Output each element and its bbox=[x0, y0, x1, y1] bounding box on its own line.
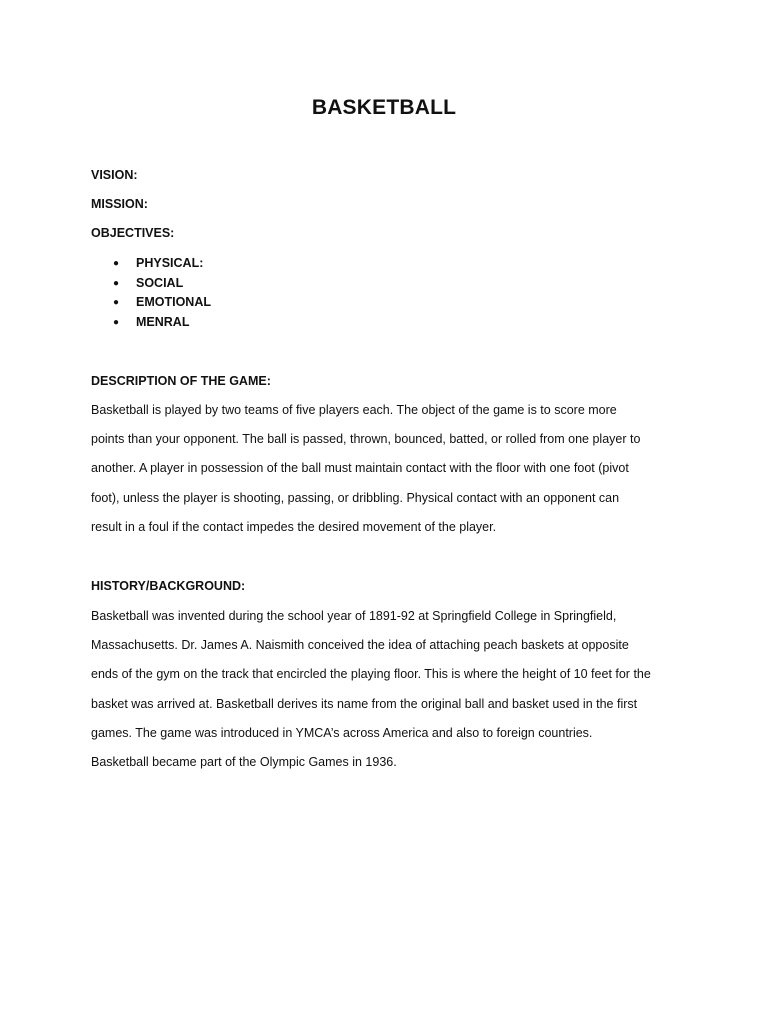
bullet-icon: ● bbox=[113, 297, 120, 309]
description-paragraph: Basketball is played by two teams of five players each. The object of the game is to score more points than your opponent. The ball is passed, thrown, bounced, batted, or rolled from one player to another. A player in possession of the ball must maintain contact with the floor with one foot (pivot foot), unless the player is shooting, passing, or dribbling. Physical contact with an opponent can result in a foul if the contact impedes the desired movement of the player. bbox=[91, 403, 641, 534]
objective-physical: PHYSICAL: bbox=[136, 256, 204, 270]
history-heading: HISTORY/BACKGROUND: bbox=[91, 579, 246, 593]
objectives-label: OBJECTIVES: bbox=[91, 226, 175, 240]
document-title: BASKETBALL bbox=[311, 96, 457, 119]
objective-menral: MENRAL bbox=[136, 315, 190, 330]
bullet-icon: ● bbox=[113, 277, 120, 289]
bullet-icon: ● bbox=[113, 258, 120, 269]
vision-label: VISION: bbox=[91, 168, 138, 182]
history-paragraph: Basketball was invented during the school year of 1891-92 at Springfield College in Springfield, Massachusetts. Dr. James A. Naismith conceived the idea of attaching peach baskets at opposite ends of the gym on the track that encircled the playing floor. This is where the height of 10 feet for the basket was arrived at. Basketball derives its name from the original ball and basket used in the first games. The game was introduced in YMCA’s across America and also to foreign countries. Basketball became part of the Olympic Games in 1936. bbox=[91, 609, 651, 770]
objective-emotional: EMOTIONAL bbox=[136, 295, 211, 310]
description-heading: DESCRIPTION OF THE GAME: bbox=[91, 374, 271, 388]
mission-label: MISSION: bbox=[91, 197, 148, 211]
objective-social: SOCIAL bbox=[136, 275, 184, 290]
bullet-icon: ● bbox=[113, 317, 120, 329]
